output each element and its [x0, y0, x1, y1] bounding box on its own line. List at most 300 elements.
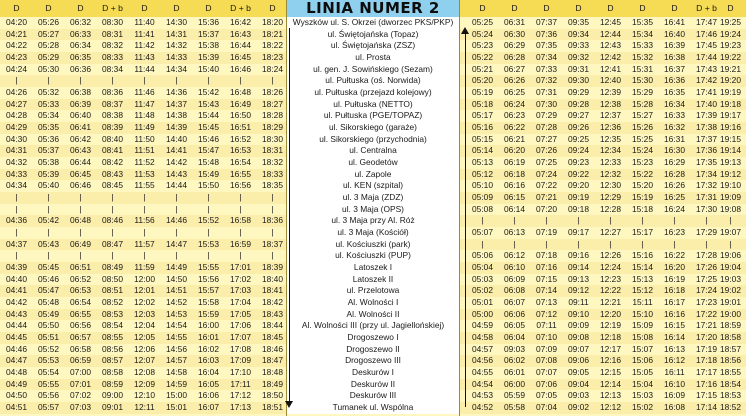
return-departure-time: 09:35	[568, 17, 589, 27]
departure-time: |	[207, 227, 210, 238]
return-departure-time: 05:17	[472, 110, 493, 121]
return-departure-time: 09:05	[568, 367, 589, 378]
return-departure-time: 19:19	[720, 87, 741, 98]
departure-time: 05:56	[38, 390, 59, 401]
return-departure-time: 06:12	[504, 250, 525, 261]
right-column-header: D	[727, 3, 734, 13]
stop-name: Deskurów III	[287, 390, 459, 402]
departure-time: 06:43	[70, 145, 91, 156]
return-departure-time: 19:23	[720, 40, 741, 51]
departure-time: 04:32	[6, 157, 27, 168]
return-departure-time: 16:08	[664, 402, 685, 413]
departure-time: 08:54	[102, 320, 123, 331]
departure-time: 18:44	[262, 320, 283, 331]
return-departure-time: |	[577, 215, 580, 226]
left-column-header: D	[77, 3, 84, 13]
return-departure-time: 12:30	[600, 180, 621, 191]
table-row	[0, 87, 746, 99]
return-departure-time: 18:58	[720, 332, 741, 343]
departure-time: |	[239, 75, 242, 86]
departure-time: 18:50	[262, 390, 283, 401]
stop-name: ul. Pułtuska (NETTO)	[287, 99, 459, 111]
departure-time: 15:50	[198, 180, 219, 191]
departure-time: |	[79, 227, 82, 238]
return-departure-time: 12:39	[600, 87, 621, 98]
return-departure-time: 16:37	[664, 63, 685, 74]
return-departure-time: 17:22	[696, 308, 717, 319]
departure-time: 06:34	[70, 40, 91, 51]
departure-time: 17:04	[230, 297, 251, 308]
departure-time: 14:44	[166, 180, 187, 191]
return-departure-time: 12:27	[600, 227, 621, 238]
departure-time: 04:24	[6, 63, 27, 74]
return-departure-time: 15:26	[632, 122, 653, 133]
departure-time: 17:01	[230, 262, 251, 273]
departure-time: 05:53	[38, 355, 59, 366]
return-departure-time: 09:04	[568, 378, 589, 389]
departure-time: 06:36	[70, 63, 91, 74]
departure-time: 14:33	[166, 52, 187, 62]
departure-time: 12:01	[134, 285, 155, 296]
departure-time: 06:57	[70, 332, 91, 343]
table-row	[0, 390, 746, 402]
stop-name: ul. Przelotowa	[287, 285, 459, 297]
departure-time: 05:34	[38, 110, 59, 121]
right-column-header: D	[639, 3, 646, 13]
return-departure-time: 15:16	[632, 250, 653, 261]
return-departure-time: 05:14	[472, 145, 493, 156]
return-departure-time: 17:31	[696, 192, 717, 203]
departure-time: 17:07	[230, 332, 251, 343]
return-departure-time: 07:32	[536, 75, 557, 86]
return-departure-time: 12:32	[600, 168, 621, 179]
stop-name: ul. Świętojańska (ZSZ)	[287, 40, 459, 52]
return-departure-time: 19:18	[720, 98, 741, 109]
return-departure-time: 12:13	[600, 390, 621, 401]
departure-time: 04:45	[6, 332, 27, 343]
departure-time: 18:37	[262, 238, 283, 249]
departure-time: |	[239, 192, 242, 203]
return-departure-time: 09:31	[568, 63, 589, 74]
return-departure-time: 04:54	[472, 378, 493, 389]
return-departure-time: 17:19	[696, 343, 717, 354]
departure-time: 08:57	[102, 355, 123, 366]
departure-time: 06:51	[70, 262, 91, 273]
table-row	[0, 40, 746, 52]
departure-time: 08:34	[102, 63, 123, 74]
table-row	[0, 169, 746, 181]
return-departure-time: 15:30	[632, 75, 653, 86]
departure-time: 07:00	[70, 367, 91, 378]
return-departure-time: 17:47	[696, 17, 717, 27]
departure-time: 06:39	[70, 98, 91, 109]
departure-time: 05:35	[38, 122, 59, 133]
return-departure-time: 05:20	[472, 75, 493, 86]
return-departure-time: 09:33	[568, 40, 589, 51]
return-departure-time: 05:13	[472, 157, 493, 168]
left-column-header: D	[173, 3, 180, 13]
stop-name: Al. Wolności III (przy ul. Jagiellońskiej)	[287, 320, 459, 332]
return-departure-time: 16:24	[664, 203, 685, 214]
departure-time: 14:30	[166, 17, 187, 27]
return-departure-time: 12:16	[600, 355, 621, 366]
departure-time: 16:50	[230, 110, 251, 121]
return-departure-time: 05:02	[472, 285, 493, 296]
departure-time: 06:49	[70, 238, 91, 249]
table-row	[0, 215, 746, 227]
return-departure-time: 09:34	[568, 28, 589, 39]
departure-time: |	[143, 203, 146, 214]
departure-time: 12:03	[134, 308, 155, 319]
return-departure-time: 07:14	[536, 285, 557, 296]
departure-time: 07:03	[70, 402, 91, 413]
table-row	[0, 75, 746, 87]
departure-time: 04:51	[6, 402, 27, 413]
return-departure-time: 17:37	[696, 133, 717, 144]
table-row	[0, 274, 746, 286]
departure-time: 16:06	[198, 390, 219, 401]
departure-time: 12:11	[134, 402, 155, 413]
departure-time: 06:54	[70, 297, 91, 308]
departure-time: 11:53	[134, 168, 155, 179]
departure-time: 08:42	[102, 157, 123, 168]
return-departure-time: 09:26	[568, 122, 589, 133]
return-departure-time: 12:42	[600, 52, 621, 62]
departure-time: 06:44	[70, 157, 91, 168]
return-departure-time: 05:12	[472, 168, 493, 179]
departure-time: 05:55	[38, 378, 59, 389]
table-row	[0, 122, 746, 134]
return-departure-time: 17:23	[696, 297, 717, 308]
departure-time: 08:47	[102, 238, 123, 249]
return-departure-time: 04:57	[472, 343, 493, 354]
return-departure-time: 09:07	[568, 343, 589, 354]
return-departure-time: 06:10	[504, 262, 525, 273]
departure-time: 11:47	[134, 98, 155, 109]
return-departure-time: |	[705, 215, 708, 226]
return-departure-time: 18:57	[720, 343, 741, 354]
return-departure-time: 17:30	[696, 203, 717, 214]
return-departure-time: 12:37	[600, 110, 621, 121]
departure-time: 12:10	[134, 390, 155, 401]
return-departure-time: 16:15	[664, 320, 685, 331]
departure-time: 04:29	[6, 122, 27, 133]
table-row	[0, 64, 746, 76]
departure-time: |	[239, 227, 242, 238]
table-row	[0, 297, 746, 309]
return-departure-time: |	[481, 238, 484, 249]
return-departure-time: 15:28	[632, 98, 653, 109]
departure-time: 17:05	[230, 308, 251, 319]
return-departure-time: 15:23	[632, 157, 653, 168]
departure-time: 05:48	[38, 297, 59, 308]
return-departure-time: 16:20	[664, 262, 685, 273]
departure-time: 15:38	[198, 40, 219, 51]
departure-time: |	[15, 192, 18, 203]
stop-name: ul. 3 Maja (Kościół)	[287, 227, 459, 239]
departure-time: 14:47	[166, 238, 187, 249]
departure-time: 11:49	[134, 122, 155, 133]
return-departure-time: 19:25	[720, 17, 741, 27]
return-departure-time: 19:10	[720, 180, 741, 191]
departure-time: 04:41	[6, 285, 27, 296]
return-departure-time: 16:40	[664, 28, 685, 39]
return-departure-time: 06:27	[504, 63, 525, 74]
page-title: LINIA NUMER 2	[287, 0, 459, 17]
departure-time: |	[47, 192, 50, 203]
return-departure-time: 06:00	[504, 378, 525, 389]
return-departure-time: 09:28	[568, 98, 589, 109]
departure-time: 16:45	[230, 52, 251, 62]
return-departure-time: 06:09	[504, 273, 525, 284]
return-departure-time: 12:34	[600, 145, 621, 156]
table-row	[0, 204, 746, 216]
return-departure-time: 12:40	[600, 75, 621, 86]
departure-time: 17:06	[230, 320, 251, 331]
stop-name: ul. Sikorskiego (przychodnia)	[287, 134, 459, 146]
return-departure-time: 06:19	[504, 157, 525, 168]
return-departure-time: 06:04	[504, 332, 525, 343]
return-departure-time: 06:23	[504, 110, 525, 121]
return-departure-time: 15:04	[632, 378, 653, 389]
return-departure-time: 07:27	[536, 133, 557, 144]
return-departure-time: 17:24	[696, 285, 717, 296]
return-departure-time: 07:19	[536, 227, 557, 238]
departure-time: 16:04	[198, 367, 219, 378]
departure-time: 12:07	[134, 355, 155, 366]
departure-time: |	[79, 203, 82, 214]
return-departure-time: 09:32	[568, 52, 589, 62]
left-column-header: D	[141, 3, 148, 13]
return-departure-time: 06:30	[504, 28, 525, 39]
departure-time: 11:42	[134, 40, 155, 51]
return-departure-time: 19:00	[720, 308, 741, 319]
departure-time: |	[111, 203, 114, 214]
departure-time: 18:28	[262, 110, 283, 121]
return-departure-time: 15:29	[632, 87, 653, 98]
column-divider-right	[459, 0, 460, 416]
return-departure-time: 06:06	[504, 308, 525, 319]
departure-time: 04:42	[6, 297, 27, 308]
departure-time: 16:42	[230, 17, 251, 27]
departure-time: 04:30	[6, 133, 27, 144]
departure-time: 05:27	[38, 28, 59, 39]
column-divider-left	[286, 0, 287, 416]
departure-time: 04:21	[6, 28, 27, 39]
return-departure-time: 12:41	[600, 63, 621, 74]
return-departure-time: 15:02	[632, 402, 653, 413]
departure-time: 06:38	[70, 87, 91, 98]
departure-time: 15:36	[198, 17, 219, 27]
return-departure-time: 19:06	[720, 250, 741, 261]
departure-time: 08:52	[102, 297, 123, 308]
stop-name: ul. Centralna	[287, 145, 459, 157]
departure-time: 11:46	[134, 87, 155, 98]
table-row	[0, 192, 746, 204]
departure-time: 16:03	[198, 355, 219, 366]
departure-time: 18:41	[262, 285, 283, 296]
stop-name: Wyszków ul. S. Okrzei (dworzec PKS/PKP)	[287, 17, 459, 29]
stop-name: Al. Wolności II	[287, 309, 459, 321]
departure-time: 11:59	[134, 262, 155, 273]
return-departure-time: |	[729, 215, 732, 226]
return-departure-time: 16:26	[664, 180, 685, 191]
departure-time: 04:50	[6, 390, 27, 401]
return-departure-time: 12:29	[600, 192, 621, 203]
return-departure-time: 12:24	[600, 262, 621, 273]
stop-name: Deskurów II	[287, 379, 459, 391]
departure-time: 06:52	[70, 273, 91, 284]
departure-time: 04:40	[6, 273, 27, 284]
departure-time: 18:46	[262, 343, 283, 354]
return-departure-time: 06:31	[504, 17, 525, 27]
departure-time: |	[15, 203, 18, 214]
return-departure-time: 17:25	[696, 273, 717, 284]
return-departure-time: 15:08	[632, 332, 653, 343]
departure-time: 05:47	[38, 285, 59, 296]
table-row	[0, 285, 746, 297]
return-departure-time: 07:11	[536, 320, 557, 331]
return-departure-time: 19:15	[720, 133, 741, 144]
departure-time: 15:45	[198, 122, 219, 133]
return-departure-time: 16:11	[664, 367, 685, 378]
departure-time: 11:57	[134, 238, 155, 249]
departure-time: 18:36	[262, 215, 283, 226]
return-departure-time: 16:22	[664, 250, 685, 261]
departure-time: |	[175, 192, 178, 203]
return-departure-time: 05:24	[472, 28, 493, 39]
return-departure-time: 05:06	[472, 250, 493, 261]
departure-time: 08:43	[102, 168, 123, 179]
stop-name: Deskurów I	[287, 367, 459, 379]
departure-time: 16:52	[230, 133, 251, 144]
departure-time: |	[239, 250, 242, 261]
return-departure-time: 16:28	[664, 168, 685, 179]
return-departure-time: 05:07	[472, 227, 493, 238]
return-departure-time: 16:34	[664, 98, 685, 109]
return-departure-time: 07:13	[536, 297, 557, 308]
departure-time: |	[47, 75, 50, 86]
departure-time: 04:22	[6, 40, 27, 51]
departure-time: |	[79, 192, 82, 203]
departure-time: 14:34	[166, 63, 187, 74]
departure-time: 14:32	[166, 40, 187, 51]
return-departure-time: 07:09	[536, 343, 557, 354]
departure-time: 14:58	[166, 367, 187, 378]
departure-time: 16:00	[198, 320, 219, 331]
return-departure-time: 07:31	[536, 87, 557, 98]
departure-time: 08:55	[102, 332, 123, 343]
departure-time: 17:10	[230, 367, 251, 378]
departure-time: 04:23	[6, 52, 27, 62]
departure-time: 12:06	[134, 343, 155, 354]
return-departure-time: 17:18	[696, 355, 717, 366]
departure-time: 04:36	[6, 215, 27, 226]
departure-time: 06:45	[70, 168, 91, 179]
return-departure-time: 15:31	[632, 63, 653, 74]
return-departure-time: 16:25	[664, 192, 685, 203]
return-departure-time: 15:25	[632, 133, 653, 144]
return-departure-time: 17:26	[696, 262, 717, 273]
departure-time: |	[271, 75, 274, 86]
left-column-header: D	[13, 3, 20, 13]
departure-time: 05:42	[38, 215, 59, 226]
return-departure-time: 18:59	[720, 320, 741, 331]
right-column-header: D	[511, 3, 518, 13]
return-departure-time: 17:15	[696, 390, 717, 401]
departure-time: 06:59	[70, 355, 91, 366]
departure-time: 18:32	[262, 157, 283, 168]
departure-time: 05:26	[38, 17, 59, 27]
departure-time: 14:31	[166, 28, 187, 39]
departure-time: |	[79, 75, 82, 86]
departure-time: 15:48	[198, 157, 219, 168]
return-departure-time: 07:34	[536, 52, 557, 62]
departure-time: 15:47	[198, 145, 219, 156]
return-departure-time: |	[513, 238, 516, 249]
return-departure-time: 07:21	[536, 192, 557, 203]
departure-time: 04:48	[6, 367, 27, 378]
departure-time: 06:58	[70, 343, 91, 354]
stop-name: ul. gen. J. Sowińskiego (Sezam)	[287, 64, 459, 76]
return-departure-time: 12:19	[600, 320, 621, 331]
return-departure-time: 09:08	[568, 332, 589, 343]
table-row	[0, 157, 746, 169]
return-departure-time: 05:00	[472, 308, 493, 319]
return-departure-time: 12:38	[600, 98, 621, 109]
departure-time: |	[15, 227, 18, 238]
departure-time: 16:48	[230, 87, 251, 98]
table-row	[0, 17, 746, 29]
stop-name: ul. 3 Maja przy Al. Róż	[287, 215, 459, 227]
return-departure-time: 17:21	[696, 320, 717, 331]
departure-time: 09:01	[102, 402, 123, 413]
departure-time: 15:56	[198, 273, 219, 284]
return-departure-time: 06:05	[504, 320, 525, 331]
table-row	[0, 134, 746, 146]
left-column-header: D	[45, 3, 52, 13]
departure-time: 18:31	[262, 145, 283, 156]
table-row	[0, 99, 746, 111]
departure-time: 08:39	[102, 122, 123, 133]
table-row	[0, 402, 746, 414]
stop-name: Drogoszewo I	[287, 332, 459, 344]
departure-time: 14:52	[166, 297, 187, 308]
return-departure-time: 05:10	[472, 180, 493, 191]
return-departure-time: 06:26	[504, 75, 525, 86]
return-departure-time: 15:14	[632, 262, 653, 273]
departure-time: 08:33	[102, 52, 123, 62]
return-departure-time: 05:58	[504, 402, 525, 413]
departure-time: |	[271, 192, 274, 203]
departure-time: |	[79, 250, 82, 261]
departure-time: 18:29	[262, 122, 283, 133]
departure-time: |	[239, 203, 242, 214]
return-departure-time: |	[641, 215, 644, 226]
return-departure-time: 15:17	[632, 227, 653, 238]
departure-time: |	[111, 250, 114, 261]
departure-time: 14:37	[166, 98, 187, 109]
departure-time: |	[207, 192, 210, 203]
stop-name: ul. 3 Maja (ZDZ)	[287, 192, 459, 204]
departure-time: 14:51	[166, 285, 187, 296]
departure-time: 06:41	[70, 122, 91, 133]
departure-time: 17:03	[230, 285, 251, 296]
return-departure-time: 06:22	[504, 122, 525, 133]
return-departure-time: 05:22	[472, 52, 493, 62]
stop-name: ul. Prosta	[287, 52, 459, 64]
return-departure-time: 06:07	[504, 297, 525, 308]
